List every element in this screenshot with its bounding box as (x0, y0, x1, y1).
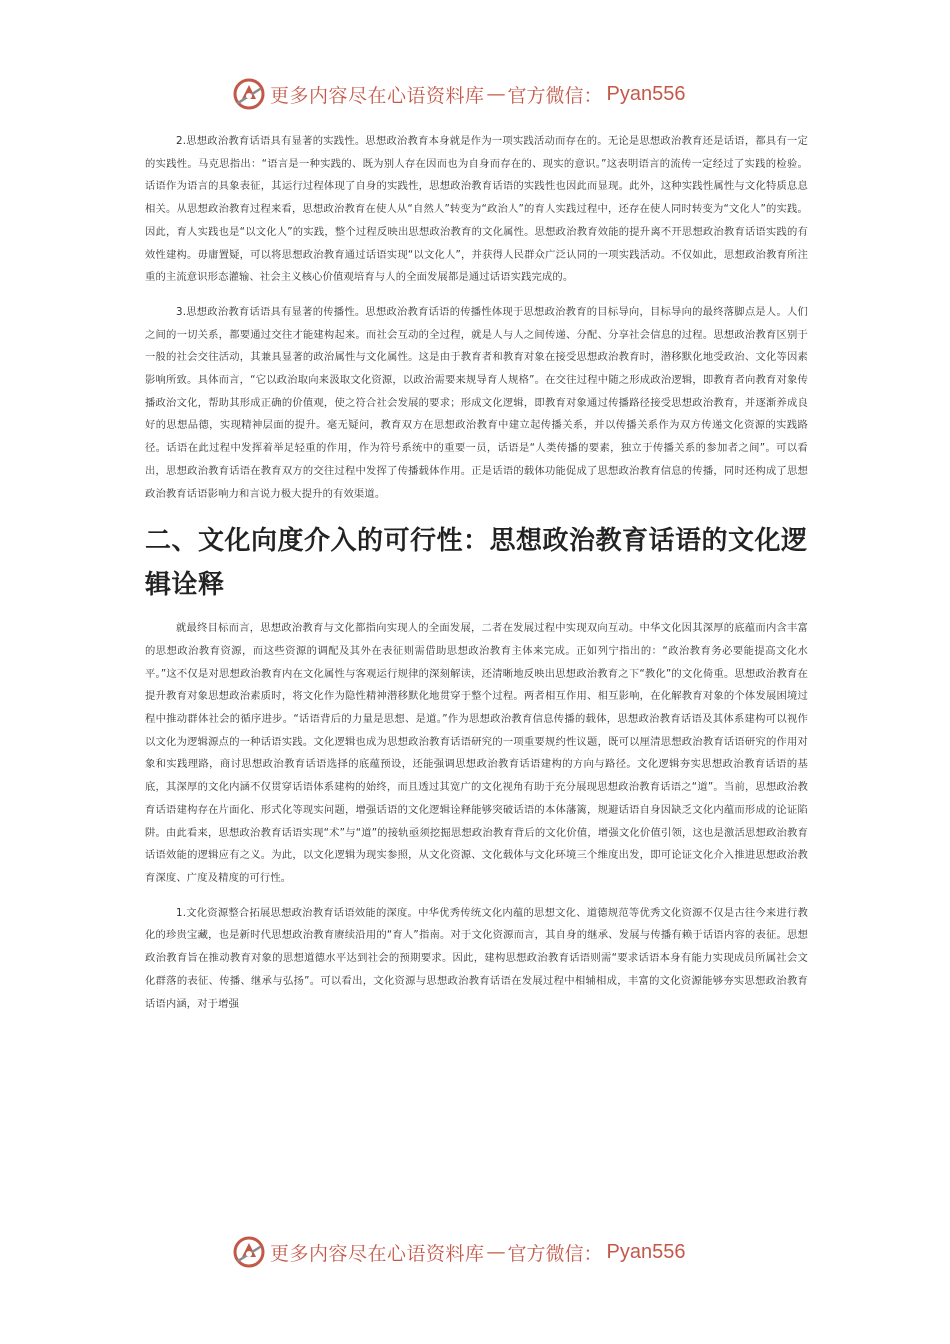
paragraph-cultural-resources: 1.文化资源整合拓展思想政治教育话语效能的深度。中华优秀传统文化内蕴的思想文化、道德规范等优秀文化资源不仅是古往今来进行教化的珍贵宝藏，也是新时代思想政治教育赓续沿用的“育人”指南。对于文化资源而言，其自身的继承、发展与传播有赖于话语内容的表征。思想政治教育旨在推动教育对象的思想道德水平达到社会的预期要求。因此，建构思想政治教育话语则需“要求话语本身有能力实现成员所属社会文化群落的表征、传播、继承与弘扬”。可以看出，文化资源与思想政治教育话语在发展过程中相辅相成，丰富的文化资源能够夯实思想政治教育话语内涵，对于增强 (145, 906, 808, 1010)
banner-wechat-label: 官方微信： (507, 84, 603, 107)
banner-wechat-id: Pyan556 (606, 1240, 686, 1263)
banner-wechat-id: Pyan556 (606, 82, 686, 105)
paragraph-cultural-logic: 就最终目标而言，思想政治教育与文化都指向实现人的全面发展，二者在发展过程中实现双向互动。中华文化因其深厚的底蕴而内含丰富的思想政治教育资源，而这些资源的调配及其外在表征则需借助思想政治教育主体来完成。正如列宁指出的：“政治教育务必要能提高文化水平。”这不仅是对思想政治教育内在文化属性与客观运行规律的深刻解读，还清晰地反映出思想政治教育之下“教化”的文化倚重。思想政治教育在提升教育对象思想政治素质时，将文化作为隐性精神潜移默化地贯穿于整个过程。两者相互作用、相互影响，在化解教育对象的个体发展困境过程中推动群体社会的循序进步。“话语背后的力量是思想、是道。”作为思想政治教育信息传播的载体，思想政治教育话语及其体系建构可以视作以文化为逻辑源点的一种话语实践。文化逻辑也成为思想政治教育话语研究的一项重要规约性议题，既可以厘清思想政治教育话语研究的作用对象和实践理路，商讨思想政治教育话语选择的底蕴预设，还能强调思想政治教育话语建构的方向与路径。文化逻辑夯实思想政治教育话语的基底，其深厚的文化内涵不仅贯穿话语体系建构的始终，而且透过其宽广的文化视角有助于充分展现思想政治教育话语之“道”。当前，思想政治教育话语建构存在片面化、形式化等现实问题，增强话语的文化逻辑诠释能够突破话语的本体藩篱，规避话语自身因缺乏文化内蕴而形成的论证陷阱。由此看来，思想政治教育话语实现“术”与“道”的接轨亟须挖掘思想政治教育背后的文化价值，增强文化价值引领，这也是激活思想政治教育话语效能的逻辑应有之义。为此，以文化逻辑为现实参照，从文化资源、文化载体与文化环境三个维度出发，即可论证文化介入推进思想政治教育深度、广度及精度的可行性。 (145, 622, 808, 884)
paragraph-dissemination: 3.思想政治教育话语具有显著的传播性。思想政治教育话语的传播性体现于思想政治教育的目标导向，目标导向的最终落脚点是人。人们之间的一切关系，都要通过交往才能建构起来。而社会互动的全过程，就是人与人之间传递、分配、分享社会信息的过程。思想政治教育区别于一般的社会交往活动，其兼具显著的政治属性与文化属性。这是由于教育者和教育对象在接受思想政治教育时，潜移默化地受政治、文化等因素影响所致。具体而言，“它以政治取向来汲取文化资源，以政治需要来规导育人规格”。在交往过程中随之形成政治逻辑，即教育者向教育对象传播政治文化，帮助其形成正确的价值观，使之符合社会发展的要求；形成文化逻辑，即教育对象通过传播路径接受思想政治教育，并逐渐养成良好的思想品德，实现精神层面的提升。毫无疑问，教育双方在思想政治教育中建立起传播关系，并以传播关系作为双方传递文化资源的实践路径。话语在此过程中发挥着举足轻重的作用，作为符号系统中的重要一员，话语是“人类传播的要素，独立于传播关系的参加者之间”。可以看出，思想政治教育话语在教育双方的交往过程中发挥了传播载体作用。正是话语的载体功能促成了思想政治教育信息的传播，同时还构成了思想政治教育话语影响力和言说力极大提升的有效渠道。 (145, 305, 808, 500)
banner-separator: — (486, 83, 506, 105)
article-body (145, 130, 808, 1015)
banner-title: 更多内容尽在心语资料库 (270, 84, 485, 107)
header-banner (232, 74, 686, 114)
banner-title: 更多内容尽在心语资料库 (270, 1242, 485, 1265)
paragraph-practicality: 2.思想政治教育话语具有显著的实践性。思想政治教育本身就是作为一项实践活动而存在的。无论是思想政治教育还是话语，都具有一定的实践性。马克思指出：“语言是一种实践的、既为别人存在因而也为自身而存在的、现实的意识。”这表明语言的流传一定经过了实践的检验。话语作为语言的具象表征，其运行过程体现了自身的实践性，思想政治教育话语的实践性也因此而显现。此外，这种实践性属性与文化特质息息相关。从思想政治教育过程来看，思想政治教育在使人从“自然人”转变为“政治人”的育人实践过程中，还存在使人同时转变为“文化人”的实践。因此，育人实践也是“以文化人”的实践，整个过程反映出思想政治教育的文化属性。思想政治教育效能的提升离不开思想政治教育话语实践的有效性建构。毋庸置疑，可以将思想政治教育通过话语实现“以文化人”，并获得人民群众广泛认同的一项实践活动。不仅如此，思想政治教育所注重的主流意识形态灌输、社会主义核心价值观培育与人的全面发展都是通过话语实践完成的。 (145, 135, 808, 284)
banner-separator: — (486, 1241, 506, 1263)
logo-icon (232, 1235, 266, 1269)
section-heading: 二、文化向度介入的可行性：思想政治教育话语的文化逻辑诠释 (145, 526, 808, 601)
banner-wechat-label: 官方微信： (507, 1242, 603, 1265)
logo-icon (232, 77, 266, 111)
footer-banner (232, 1232, 686, 1272)
